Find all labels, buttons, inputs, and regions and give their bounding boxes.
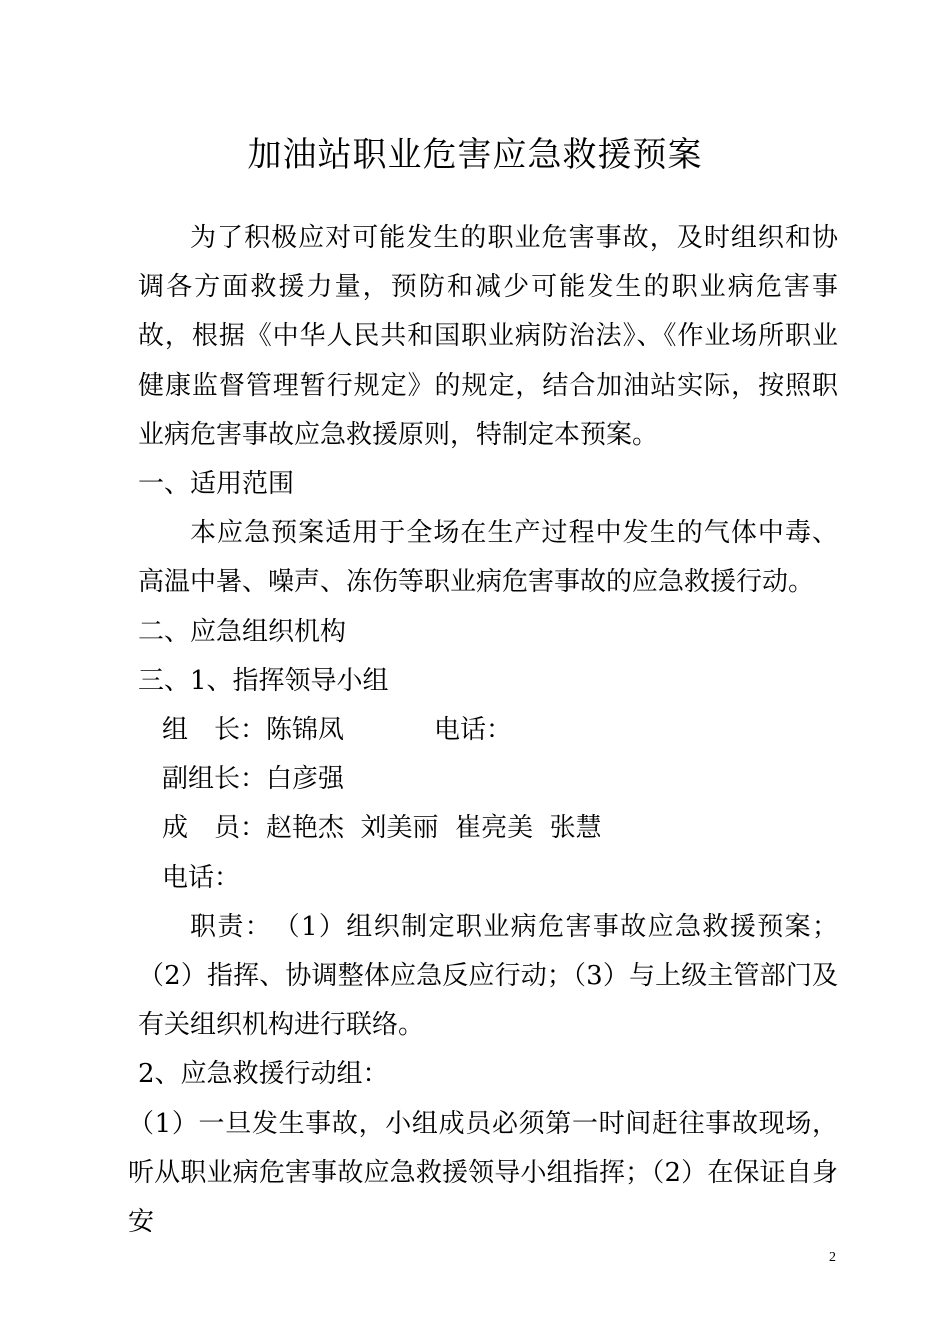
document-body — [128, 214, 838, 1247]
members-line — [138, 804, 838, 853]
section3-heading: 三、1、指挥领导小组 — [138, 665, 389, 696]
deputy-label: 副组长： — [162, 764, 267, 795]
duties-paragraph: 职责： （1）组织制定职业病危害事故应急救援预案；（2）指挥、协调整体应急反应行动；（3）与上级主管部门及有关组织机构进行联络。 — [138, 911, 838, 1041]
leader-phone-label: 电话： — [434, 715, 513, 746]
leader-name: 陈锦凤 — [266, 715, 345, 746]
deputy-name: 白彦强 — [266, 764, 345, 795]
leader-label: 组 长： — [162, 715, 267, 746]
intro-paragraph: 为了积极应对可能发生的职业危害事故，及时组织和协调各方面救援力量，预防和减少可能发生的职业病危害事故，根据《中华人民共和国职业病防治法》、《作业场所职业健康监督管理暂行规定》的规定，结合加油站实际，按照职业病危害事故应急救援原则，特制定本预案。 — [138, 223, 838, 450]
leader-line — [138, 706, 838, 755]
members-label: 成 员： — [162, 813, 267, 844]
members-phone-line — [138, 854, 838, 903]
document-title: 加油站职业危害应急救援预案 — [247, 135, 703, 175]
page-number: 2 — [829, 1250, 836, 1265]
deputy-line — [138, 755, 838, 804]
members-phone-label: 电话： — [162, 862, 241, 893]
subsection2-paragraph: （1）一旦发生事故，小组成员必须第一时间赶往事故现场，听从职业病危害事故应急救援领导小组指挥；（2）在保证自身安 — [128, 1108, 838, 1238]
section1-paragraph: 本应急预案适用于全场在生产过程中发生的气体中毒、高温中暑、噪声、冻伤等职业病危害事故的应急救援行动。 — [138, 518, 838, 598]
section2-heading: 二、应急组织机构 — [138, 616, 347, 647]
members-names: 赵艳杰 刘美丽 崔亮美 张慧 — [266, 813, 602, 844]
section1-heading: 一、适用范围 — [138, 469, 295, 500]
subsection2-heading: 2、应急救援行动组： — [138, 1059, 389, 1090]
